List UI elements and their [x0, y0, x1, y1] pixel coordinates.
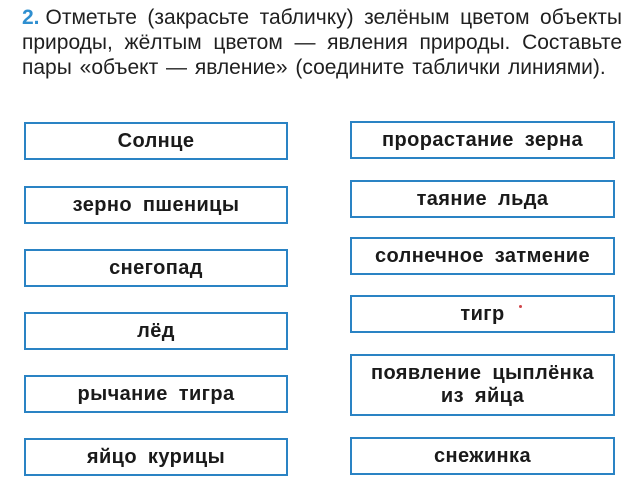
- card-label: прорастание зерна: [382, 128, 583, 151]
- ink-dot: [519, 305, 522, 308]
- card-snowfall[interactable]: [24, 249, 288, 287]
- task-text: Отметьте (закрасьте табличку) зелёным цветом объекты природы, жёлтым цветом — явления природы. Составьте пары «объект — явление» (соедините таблички линиями).: [22, 6, 622, 79]
- card-tiger[interactable]: [350, 295, 615, 333]
- card-ice-melting[interactable]: [350, 180, 615, 218]
- card-label: тигр: [460, 302, 505, 325]
- task-number: 2.: [22, 6, 40, 29]
- card-snowflake[interactable]: [350, 437, 615, 475]
- task-instruction: [22, 5, 622, 80]
- card-label: рычание тигра: [77, 382, 235, 405]
- card-tiger-roar[interactable]: [24, 375, 288, 413]
- card-label: снежинка: [434, 444, 531, 467]
- card-solar-eclipse[interactable]: [350, 237, 615, 275]
- card-grain-sprouting[interactable]: [350, 121, 615, 159]
- card-wheat-grain[interactable]: [24, 186, 288, 224]
- card-label: зерно пшеницы: [72, 193, 240, 216]
- card-sun[interactable]: [24, 122, 288, 160]
- card-chicken-egg[interactable]: [24, 438, 288, 476]
- card-chick-hatching[interactable]: [350, 354, 615, 416]
- card-ice[interactable]: [24, 312, 288, 350]
- card-label: лёд: [137, 319, 175, 342]
- card-label: солнечное затмение: [374, 244, 591, 267]
- card-label: таяние льда: [416, 187, 549, 210]
- card-label: яйцо курицы: [86, 445, 226, 468]
- card-label: появление цыплёнка из яйца: [370, 362, 595, 407]
- card-label: Солнце: [117, 129, 195, 152]
- card-label: снегопад: [109, 256, 203, 279]
